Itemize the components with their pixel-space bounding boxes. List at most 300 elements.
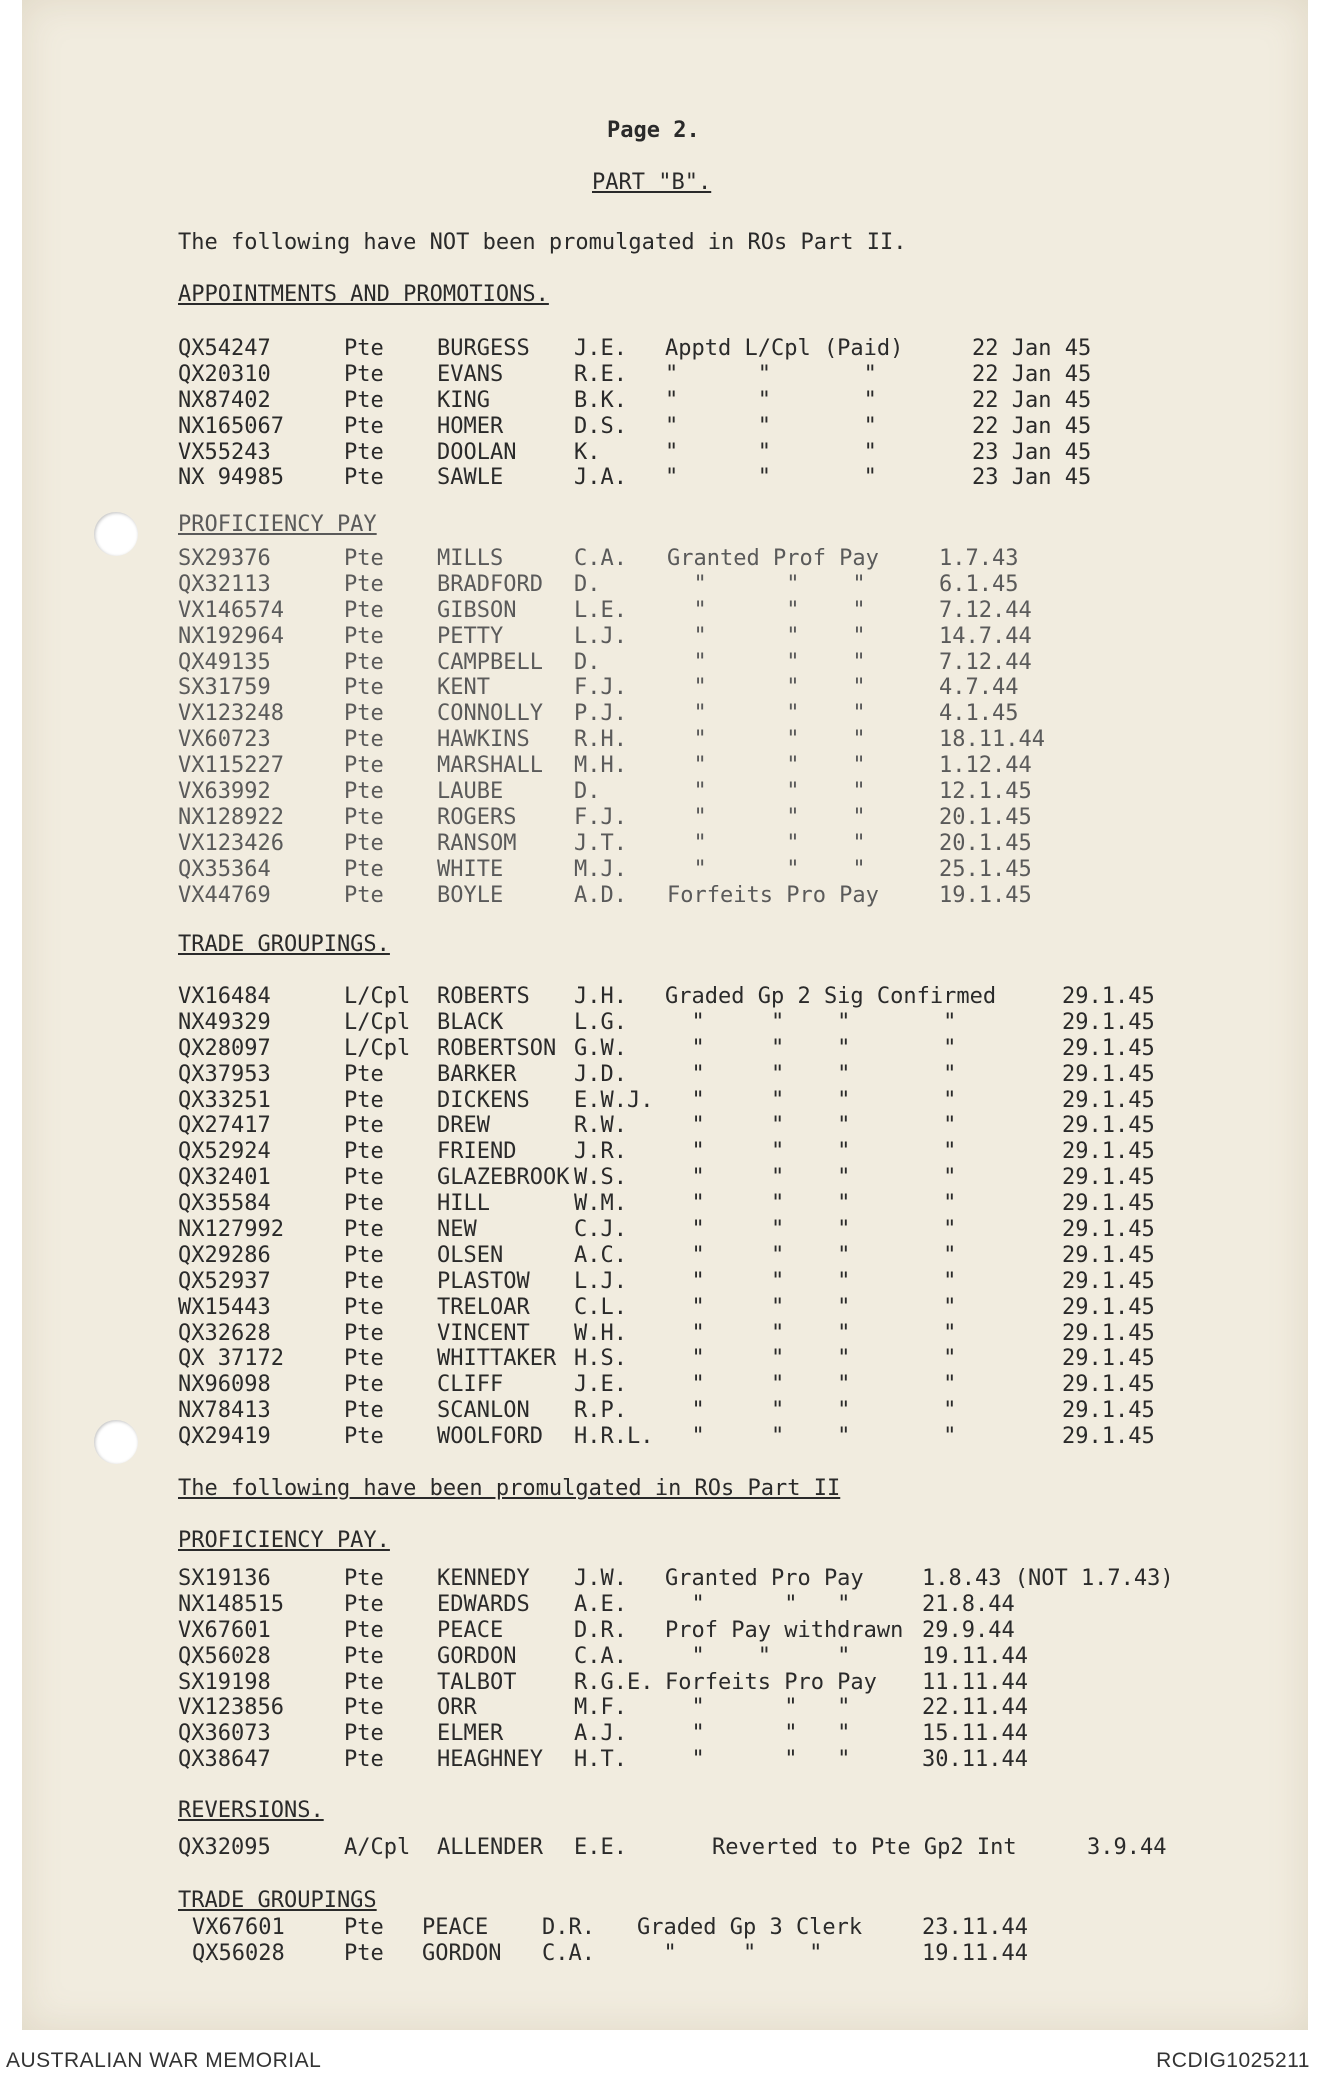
service-number: QX52924: [178, 1139, 271, 1165]
service-number: QX35584: [178, 1191, 271, 1217]
effective-date: 29.1.45: [1062, 1320, 1155, 1346]
surname: GIBSON: [437, 597, 517, 623]
surname: RANSOM: [437, 830, 517, 856]
effective-date: 20.1.45: [939, 804, 1032, 830]
rank: Pte: [344, 1268, 384, 1294]
heading-proficiency-pay: PROFICIENCY PAY: [178, 512, 377, 537]
surname: FRIEND: [437, 1139, 517, 1165]
effective-date: 22 Jan 45: [972, 413, 1092, 439]
rank: A/Cpl: [344, 1835, 411, 1860]
effective-date: 4.7.44: [939, 675, 1019, 701]
rank: Pte: [344, 623, 384, 649]
record-row: [22, 857, 1308, 883]
effective-date: 19.11.44: [922, 1940, 1028, 1966]
service-number: VX16484: [178, 984, 271, 1009]
effective-date: 29.1.45: [1062, 1165, 1155, 1191]
effective-date: 29.1.45: [1062, 1346, 1155, 1372]
surname: TRELOAR: [437, 1294, 530, 1320]
entry-detail: Granted Pro Pay: [665, 1566, 864, 1591]
effective-date: 29.1.45: [1062, 1268, 1155, 1294]
heading-appointments: APPOINTMENTS AND PROMOTIONS.: [178, 282, 549, 307]
service-number: QX32628: [178, 1320, 271, 1346]
service-number: QX32401: [178, 1165, 271, 1191]
effective-date: 6.1.45: [939, 571, 1019, 597]
entry-detail: " " ": [665, 387, 877, 413]
entry-detail: Granted Prof Pay: [667, 546, 879, 571]
service-number: QX20310: [178, 361, 271, 387]
record-row: [22, 675, 1308, 701]
entry-detail: " " ": [667, 623, 866, 649]
rank: Pte: [344, 1061, 384, 1087]
rank: Pte: [344, 856, 384, 882]
surname: KENT: [437, 675, 490, 701]
record-row: [22, 1113, 1308, 1139]
rank: Pte: [344, 1320, 384, 1346]
initials: D.R.: [542, 1915, 595, 1940]
entry-detail: " " " ": [665, 1398, 957, 1424]
service-number: NX87402: [178, 387, 271, 413]
record-row: [22, 1191, 1308, 1217]
surname: SCANLON: [437, 1398, 530, 1424]
initials: D.S.: [574, 413, 627, 439]
surname: EVANS: [437, 361, 504, 387]
effective-date: 23.11.44: [922, 1915, 1028, 1940]
heading-reversions: REVERSIONS.: [178, 1798, 324, 1823]
initials: A.C.: [574, 1242, 627, 1268]
entry-detail: " " " ": [665, 1346, 957, 1372]
record-row: [22, 1346, 1308, 1372]
entry-detail: " " " ": [665, 1061, 957, 1087]
service-number: QX29286: [178, 1242, 271, 1268]
effective-date: 29.1.45: [1062, 1061, 1155, 1087]
initials: C.L.: [574, 1294, 627, 1320]
rank: Pte: [344, 1617, 384, 1643]
rank: Pte: [344, 882, 384, 908]
rank: Pte: [344, 1398, 384, 1424]
record-row: [22, 650, 1308, 676]
surname: KENNEDY: [437, 1566, 530, 1591]
record-row: [22, 1269, 1308, 1295]
appointments-list: [22, 336, 1308, 491]
surname: ELMER: [437, 1721, 504, 1747]
initials: J.R.: [574, 1139, 627, 1165]
initials: B.K.: [574, 387, 627, 413]
entry-detail: Graded Gp 2 Sig Confirmed: [665, 984, 997, 1009]
initials: E.W.J.: [574, 1087, 654, 1113]
surname: HOMER: [437, 413, 504, 439]
initials: W.S.: [574, 1165, 627, 1191]
proficiency-pay-list-2: [22, 1566, 1308, 1773]
surname: CAMPBELL: [437, 649, 543, 675]
effective-date: 11.11.44: [922, 1669, 1028, 1695]
service-number: NX127992: [178, 1217, 284, 1243]
service-number: QX54247: [178, 336, 271, 361]
service-number: QX27417: [178, 1113, 271, 1139]
initials: W.M.: [574, 1191, 627, 1217]
initials: G.W.: [574, 1035, 627, 1061]
surname: PEACE: [437, 1617, 504, 1643]
entry-detail: Apptd L/Cpl (Paid): [665, 336, 904, 361]
footer-source: AUSTRALIAN WAR MEMORIAL: [6, 2049, 322, 2072]
record-row: [22, 1747, 1308, 1773]
initials: F.J.: [574, 804, 627, 830]
record-row: [22, 362, 1308, 388]
initials: A.E.: [574, 1591, 627, 1617]
effective-date: 22 Jan 45: [972, 336, 1092, 361]
service-number: QX49135: [178, 649, 271, 675]
record-row: [22, 1217, 1308, 1243]
initials: J.W.: [574, 1566, 627, 1591]
entry-detail: " " ": [665, 1747, 851, 1773]
surname: ORR: [437, 1695, 477, 1721]
record-row: [22, 1321, 1308, 1347]
effective-date: 29.1.45: [1062, 1242, 1155, 1268]
effective-date: 19.1.45: [939, 882, 1032, 908]
initials: M.H.: [574, 753, 627, 779]
effective-date: 29.1.45: [1062, 1372, 1155, 1398]
service-number: NX128922: [178, 804, 284, 830]
surname: BLACK: [437, 1009, 504, 1035]
entry-detail: " " ": [667, 727, 866, 753]
rank: Pte: [344, 1346, 384, 1372]
entry-detail: " " " ": [665, 1424, 957, 1450]
record-row: [22, 1941, 1308, 1967]
effective-date: 14.7.44: [939, 623, 1032, 649]
rank: L/Cpl: [344, 1009, 411, 1035]
surname: BRADFORD: [437, 571, 543, 597]
rank: Pte: [344, 1721, 384, 1747]
initials: D.: [574, 779, 601, 805]
service-number: VX67601: [178, 1617, 271, 1643]
entry-detail: " " ": [665, 361, 877, 387]
entry-detail: " " " ": [665, 1217, 957, 1243]
entry-detail: " " " ": [665, 1320, 957, 1346]
initials: D.: [574, 571, 601, 597]
record-row: [22, 465, 1308, 491]
rank: Pte: [344, 675, 384, 701]
initials: H.S.: [574, 1346, 627, 1372]
record-row: [22, 779, 1308, 805]
entry-detail: " " ": [667, 753, 866, 779]
initials: R.P.: [574, 1398, 627, 1424]
initials: A.D.: [574, 882, 627, 908]
trade-groupings-list: [22, 984, 1308, 1450]
entry-detail: " " " ": [665, 1191, 957, 1217]
rank: Pte: [344, 804, 384, 830]
entry-detail: " " ": [665, 465, 877, 491]
record-row: [22, 1372, 1308, 1398]
rank: Pte: [344, 413, 384, 439]
initials: R.W.: [574, 1113, 627, 1139]
rank: Pte: [344, 1643, 384, 1669]
effective-date: 19.11.44: [922, 1643, 1028, 1669]
effective-date: 7.12.44: [939, 649, 1032, 675]
effective-date: 22.11.44: [922, 1695, 1028, 1721]
entry-detail: " " " ": [665, 1087, 957, 1113]
service-number: NX192964: [178, 623, 284, 649]
record-row: [22, 1644, 1308, 1670]
service-number: QX 37172: [178, 1346, 284, 1372]
effective-date: 15.11.44: [922, 1721, 1028, 1747]
effective-date: 21.8.44: [922, 1591, 1015, 1617]
initials: J.H.: [574, 984, 627, 1009]
document-page: [22, 0, 1308, 2030]
service-number: QX56028: [192, 1940, 285, 1966]
rank: Pte: [344, 1695, 384, 1721]
entry-detail: " " ": [667, 779, 866, 805]
initials: M.F.: [574, 1695, 627, 1721]
record-row: [22, 546, 1308, 572]
surname: CONNOLLY: [437, 701, 543, 727]
entry-detail: " " ": [667, 675, 866, 701]
service-number: QX56028: [178, 1643, 271, 1669]
record-row: [22, 440, 1308, 466]
initials: D.: [574, 649, 601, 675]
effective-date: 23 Jan 45: [972, 439, 1092, 465]
rank: Pte: [344, 1191, 384, 1217]
effective-date: 22 Jan 45: [972, 361, 1092, 387]
effective-date: 29.1.45: [1062, 1035, 1155, 1061]
effective-date: 1.12.44: [939, 753, 1032, 779]
surname: MILLS: [437, 546, 504, 571]
rank: Pte: [344, 1242, 384, 1268]
initials: K.: [574, 439, 601, 465]
service-number: QX32095: [178, 1835, 271, 1860]
initials: W.H.: [574, 1320, 627, 1346]
record-row: [22, 1721, 1308, 1747]
rank: Pte: [344, 727, 384, 753]
entry-detail: " " " ": [665, 1009, 957, 1035]
record-row: [22, 753, 1308, 779]
service-number: NX165067: [178, 413, 284, 439]
rank: Pte: [344, 1747, 384, 1773]
entry-detail: Forfeits Pro Pay: [665, 1669, 877, 1695]
effective-date: 23 Jan 45: [972, 465, 1092, 491]
rank: Pte: [344, 1217, 384, 1243]
rank: Pte: [344, 597, 384, 623]
service-number: VX55243: [178, 439, 271, 465]
initials: H.R.L.: [574, 1424, 654, 1450]
page-number: Page 2.: [607, 118, 700, 143]
surname: SAWLE: [437, 465, 504, 491]
initials: C.A.: [542, 1940, 595, 1966]
surname: HILL: [437, 1191, 490, 1217]
service-number: SX19198: [178, 1669, 271, 1695]
record-row: [22, 1835, 1308, 1861]
surname: PETTY: [437, 623, 504, 649]
initials: P.J.: [574, 701, 627, 727]
service-number: SX29376: [178, 546, 271, 571]
surname: PLASTOW: [437, 1268, 530, 1294]
reversions-list: [22, 1835, 1308, 1861]
rank: Pte: [344, 1139, 384, 1165]
initials: L.G.: [574, 1009, 627, 1035]
trade-groupings-list-2: [22, 1915, 1308, 1967]
footer-record-id: RCDIG1025211: [1156, 2049, 1310, 2072]
service-number: VX123426: [178, 830, 284, 856]
heading-trade-groupings-2: TRADE GROUPINGS: [178, 1888, 377, 1913]
entry-detail: " " ": [637, 1940, 823, 1966]
initials: R.E.: [574, 361, 627, 387]
initials: H.T.: [574, 1747, 627, 1773]
rank: Pte: [344, 361, 384, 387]
record-row: [22, 1295, 1308, 1321]
effective-date: 29.1.45: [1062, 1217, 1155, 1243]
initials: R.G.E.: [574, 1669, 654, 1695]
surname: GLAZEBROOK: [437, 1165, 570, 1191]
intro-not-promulgated: The following have NOT been promulgated in ROs Part II.: [178, 230, 907, 255]
effective-date: 29.1.45: [1062, 1009, 1155, 1035]
initials: L.J.: [574, 623, 627, 649]
effective-date: 29.9.44: [922, 1617, 1015, 1643]
service-number: NX 94985: [178, 465, 284, 491]
initials: L.E.: [574, 597, 627, 623]
entry-detail: " " ": [665, 1721, 851, 1747]
initials: F.J.: [574, 675, 627, 701]
entry-detail: " " ": [667, 804, 866, 830]
entry-detail: " " ": [667, 701, 866, 727]
record-row: [22, 805, 1308, 831]
surname: ROBERTSON: [437, 1035, 557, 1061]
rank: L/Cpl: [344, 1035, 411, 1061]
record-row: [22, 1695, 1308, 1721]
service-number: QX38647: [178, 1747, 271, 1773]
service-number: VX60723: [178, 727, 271, 753]
record-row: [22, 727, 1308, 753]
service-number: QX33251: [178, 1087, 271, 1113]
record-row: [22, 1036, 1308, 1062]
entry-detail: Graded Gp 3 Clerk: [637, 1915, 863, 1940]
rank: Pte: [344, 1566, 384, 1591]
service-number: VX67601: [192, 1915, 285, 1940]
record-row: [22, 336, 1308, 362]
surname: DREW: [437, 1113, 490, 1139]
service-number: QX37953: [178, 1061, 271, 1087]
service-number: SX19136: [178, 1566, 271, 1591]
service-number: NX148515: [178, 1591, 284, 1617]
initials: J.E.: [574, 1372, 627, 1398]
surname: GORDON: [437, 1643, 517, 1669]
record-row: [22, 1243, 1308, 1269]
service-number: NX96098: [178, 1372, 271, 1398]
entry-detail: " " ": [665, 1695, 851, 1721]
rank: Pte: [344, 1915, 384, 1940]
surname: BOYLE: [437, 882, 504, 908]
record-row: [22, 1165, 1308, 1191]
rank: Pte: [344, 1372, 384, 1398]
service-number: NX78413: [178, 1398, 271, 1424]
part-title: PART "B".: [592, 170, 712, 195]
initials: E.E.: [574, 1835, 627, 1860]
record-row: [22, 1618, 1308, 1644]
effective-date: 12.1.45: [939, 779, 1032, 805]
surname: HAWKINS: [437, 727, 530, 753]
rank: L/Cpl: [344, 984, 411, 1009]
effective-date: 20.1.45: [939, 830, 1032, 856]
entry-detail: " " ": [665, 1591, 851, 1617]
effective-date: 29.1.45: [1062, 1424, 1155, 1450]
rank: Pte: [344, 1669, 384, 1695]
effective-date: 3.9.44: [1087, 1835, 1167, 1860]
service-number: QX29419: [178, 1424, 271, 1450]
rank: Pte: [344, 649, 384, 675]
surname: ROGERS: [437, 804, 517, 830]
service-number: VX146574: [178, 597, 284, 623]
record-row: [22, 388, 1308, 414]
service-number: QX36073: [178, 1721, 271, 1747]
initials: J.E.: [574, 336, 627, 361]
record-row: [22, 1670, 1308, 1696]
initials: D.R.: [574, 1617, 627, 1643]
rank: Pte: [344, 439, 384, 465]
rank: Pte: [344, 1294, 384, 1320]
service-number: VX63992: [178, 779, 271, 805]
entry-detail: " " ": [665, 413, 877, 439]
service-number: QX35364: [178, 856, 271, 882]
record-row: [22, 1062, 1308, 1088]
initials: C.A.: [574, 1643, 627, 1669]
rank: Pte: [344, 1165, 384, 1191]
entry-detail: " " " ": [665, 1242, 957, 1268]
surname: TALBOT: [437, 1669, 517, 1695]
entry-detail: " " " ": [665, 1113, 957, 1139]
entry-detail: " " " ": [665, 1165, 957, 1191]
rank: Pte: [344, 465, 384, 491]
surname: VINCENT: [437, 1320, 530, 1346]
service-number: NX49329: [178, 1009, 271, 1035]
record-row: [22, 1010, 1308, 1036]
entry-detail: " " " ": [665, 1294, 957, 1320]
surname: KING: [437, 387, 490, 413]
service-number: VX44769: [178, 882, 271, 908]
effective-date: 25.1.45: [939, 856, 1032, 882]
record-row: [22, 1398, 1308, 1424]
surname: WOOLFORD: [437, 1424, 543, 1450]
rank: Pte: [344, 387, 384, 413]
surname: BARKER: [437, 1061, 517, 1087]
entry-detail: " " " ": [665, 1035, 957, 1061]
effective-date: 29.1.45: [1062, 984, 1155, 1009]
entry-detail: Reverted to Pte Gp2 Int: [712, 1835, 1017, 1860]
entry-detail: " " ": [667, 571, 866, 597]
record-row: [22, 624, 1308, 650]
rank: Pte: [344, 571, 384, 597]
entry-detail: " " " ": [665, 1268, 957, 1294]
rank: Pte: [344, 701, 384, 727]
entry-detail: Prof Pay withdrawn: [665, 1617, 904, 1643]
record-row: [22, 598, 1308, 624]
entry-detail: " " ": [667, 830, 866, 856]
initials: J.T.: [574, 830, 627, 856]
rank: Pte: [344, 1424, 384, 1450]
entry-detail: " " " ": [665, 1372, 957, 1398]
effective-date: 29.1.45: [1062, 1191, 1155, 1217]
effective-date: 1.8.43 (NOT 1.7.43): [922, 1566, 1174, 1591]
service-number: QX28097: [178, 1035, 271, 1061]
record-row: [22, 1424, 1308, 1450]
initials: J.A.: [574, 465, 627, 491]
surname: MARSHALL: [437, 753, 543, 779]
effective-date: 18.11.44: [939, 727, 1045, 753]
effective-date: 4.1.45: [939, 701, 1019, 727]
effective-date: 29.1.45: [1062, 1113, 1155, 1139]
surname: LAUBE: [437, 779, 504, 805]
heading-trade-groupings: TRADE GROUPINGS.: [178, 932, 390, 957]
rank: Pte: [344, 1087, 384, 1113]
intro-promulgated: The following have been promulgated in ROs Part II: [178, 1476, 841, 1501]
effective-date: 30.11.44: [922, 1747, 1028, 1773]
service-number: VX123248: [178, 701, 284, 727]
